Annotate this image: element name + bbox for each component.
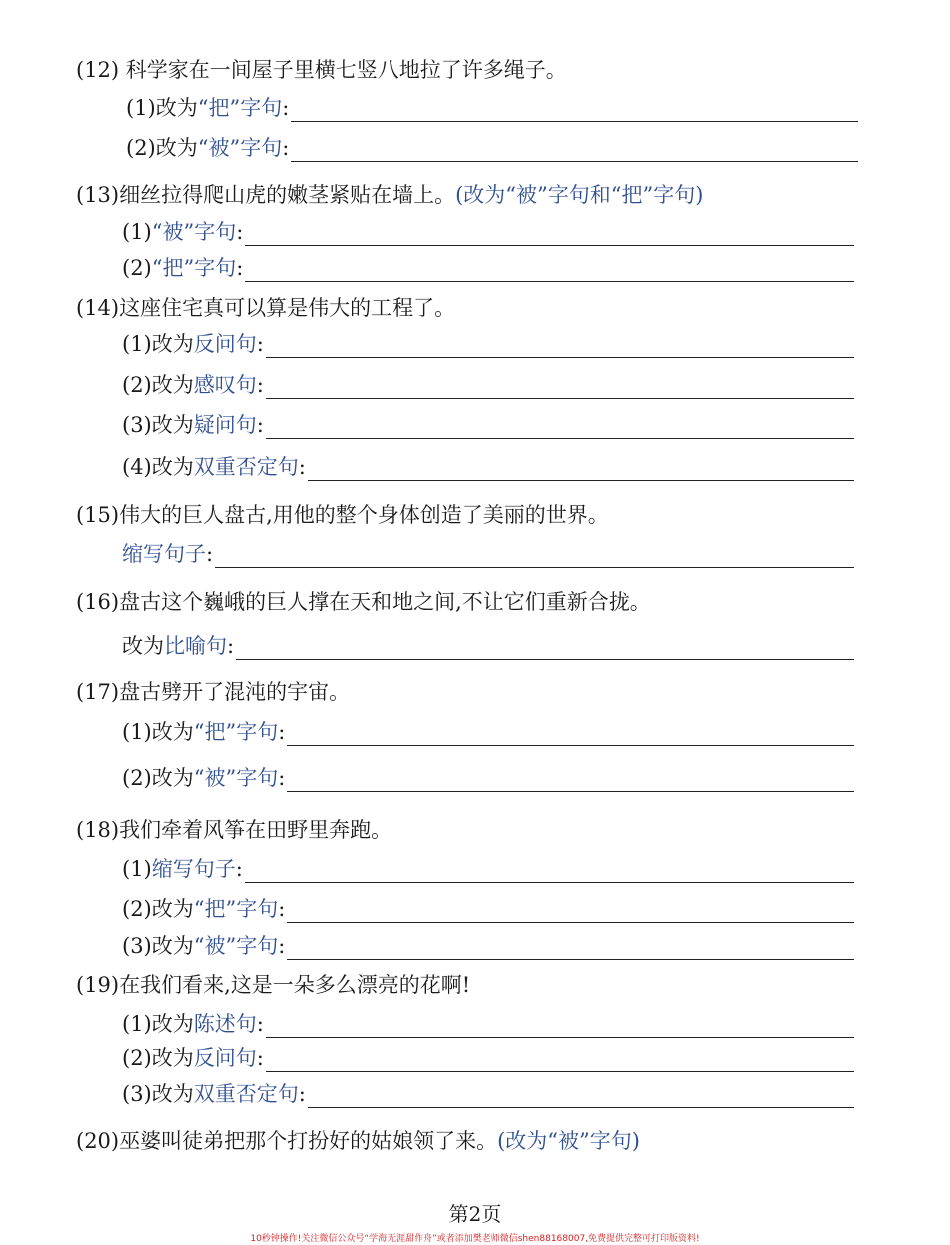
question-20-hint: (改为“被”字句): [497, 1129, 640, 1153]
question-16-item-1: 改为 比喻句 :: [122, 632, 854, 660]
answer-line[interactable]: [266, 1052, 854, 1072]
question-17-item-1: (1)改为 “把”字句 :: [122, 718, 854, 746]
question-12-title: (12) 科学家在一间屋子里横七竖八地拉了许多绳子。: [76, 58, 567, 82]
answer-line[interactable]: [215, 548, 854, 568]
answer-line[interactable]: [266, 338, 854, 358]
answer-line[interactable]: [236, 640, 854, 660]
answer-line[interactable]: [291, 142, 858, 162]
question-12-item-1: (1)改为 “把”字句 :: [126, 94, 858, 122]
answer-line[interactable]: [291, 102, 858, 122]
answer-line[interactable]: [266, 1018, 854, 1038]
answer-line[interactable]: [308, 461, 854, 481]
question-15-title: (15)伟大的巨人盘古,用他的整个身体创造了美丽的世界。: [76, 503, 609, 527]
question-14-item-2: (2)改为 感叹句 :: [122, 371, 854, 399]
question-16-title: (16)盘古这个巍峨的巨人撑在天和地之间,不让它们重新合拢。: [76, 590, 651, 614]
page-number: 第2页: [448, 1202, 502, 1226]
question-13-title: (13)细丝拉得爬山虎的嫩茎紧贴在墙上。(改为“被”字句和“把”字句): [76, 183, 704, 207]
answer-line[interactable]: [308, 1088, 854, 1108]
question-19-item-2: (2)改为 反问句 :: [122, 1044, 854, 1072]
question-18-item-3: (3)改为 “被”字句 :: [122, 932, 854, 960]
answer-line[interactable]: [266, 419, 854, 439]
question-15-item-1: 缩写句子 :: [122, 540, 854, 568]
answer-line[interactable]: [266, 379, 854, 399]
question-13-item-1: (1) “被”字句 :: [122, 218, 854, 246]
question-14-item-4: (4)改为 双重否定句 :: [122, 453, 854, 481]
question-12-item-2: (2)改为 “被”字句 :: [126, 134, 858, 162]
question-17-title: (17)盘古劈开了混沌的宇宙。: [76, 680, 351, 704]
answer-line[interactable]: [245, 226, 854, 246]
question-18-title: (18)我们牵着风筝在田野里奔跑。: [76, 818, 393, 842]
question-13-item-2: (2) “把”字句 :: [122, 254, 854, 282]
question-14-title: (14)这座住宅真可以算是伟大的工程了。: [76, 296, 456, 320]
question-19-item-1: (1)改为 陈述句 :: [122, 1010, 854, 1038]
answer-line[interactable]: [245, 863, 854, 883]
question-20-title: (20)巫婆叫徒弟把那个打扮好的姑娘领了来。(改为“被”字句): [76, 1129, 640, 1153]
question-19-item-3: (3)改为 双重否定句 :: [122, 1080, 854, 1108]
answer-line[interactable]: [287, 903, 854, 923]
footer-promo-note: 10秒钟操作!关注微信公众号“学海无涯甜作舟”或者添加樊老师微信shen88168007,免费提供完整可打印版资料!: [250, 1234, 700, 1244]
question-13-hint: (改为“被”字句和“把”字句): [455, 183, 704, 207]
question-17-item-2: (2)改为 “被”字句 :: [122, 764, 854, 792]
answer-line[interactable]: [245, 262, 854, 282]
question-14-item-1: (1)改为 反问句 :: [122, 330, 854, 358]
question-14-item-3: (3)改为 疑问句 :: [122, 411, 854, 439]
answer-line[interactable]: [287, 772, 854, 792]
question-18-item-1: (1) 缩写句子 :: [122, 855, 854, 883]
question-18-item-2: (2)改为 “把”字句 :: [122, 895, 854, 923]
answer-line[interactable]: [287, 940, 854, 960]
question-19-title: (19)在我们看来,这是一朵多么漂亮的花啊!: [76, 973, 471, 997]
answer-line[interactable]: [287, 726, 854, 746]
